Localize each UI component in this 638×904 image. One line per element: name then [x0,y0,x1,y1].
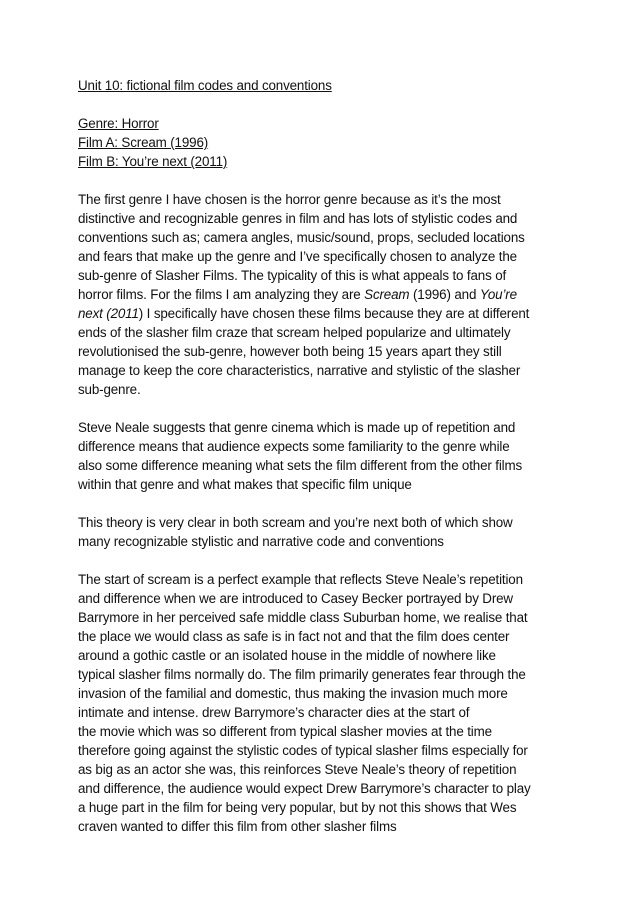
text-line [78,760,570,779]
paragraph [78,418,570,494]
text-line [78,228,570,247]
film-b-line: Film B: You’re next (2011) [78,154,228,169]
text-line [78,418,570,437]
text-line [78,437,570,456]
text-line [78,513,570,532]
text-line [78,190,570,209]
text-run: This theory is very clear in both scream and you’re next both of which show [78,515,513,530]
text-run: a huge part in the film for being very popular, but by not this shows that Wes [78,800,517,815]
body-text [78,171,570,836]
text-line [78,456,570,475]
document-page [78,76,570,836]
text-run: intimate and intense. drew Barrymore’s character dies at the start of [78,705,470,720]
text-run: within that genre and what makes that specific film unique [78,477,412,492]
text-run: therefore going against the stylistic codes of typical slasher films especially for [78,743,528,758]
text-run: conventions such as; camera angles, music/sound, props, secluded locations [78,230,525,245]
spacer [78,95,570,114]
text-line [78,665,570,684]
page-title: Unit 10: fictional film codes and conventions [78,78,332,93]
text-run: revolutionised the sub-genre, however both being 15 years apart they still [78,344,502,359]
text-run: invasion of the familial and domestic, thus making the invasion much more [78,686,508,701]
film-a-line: Film A: Scream (1996) [78,135,209,150]
text-line [78,247,570,266]
paragraph-spacer [78,171,570,190]
text-run: ) I specifically have chosen these films because they are at different [138,306,530,321]
text-run: typical slasher films normally do. The film primarily generates fear through the [78,667,526,682]
text-line [78,323,570,342]
text-line [78,361,570,380]
text-run: ends of the slasher film craze that scream helped popularize and ultimately [78,325,511,340]
text-run: distinctive and recognizable genres in film and has lots of stylistic codes and [78,211,518,226]
text-line [78,608,570,627]
text-run: and difference when we are introduced to Casey Becker portrayed by Drew [78,591,513,606]
text-line [78,817,570,836]
text-line [78,703,570,722]
text-line [78,304,570,323]
paragraph [78,190,570,399]
text-run: The start of scream is a perfect example that reflects Steve Neale’s repetition [78,572,523,587]
text-line [78,475,570,494]
text-run: many recognizable stylistic and narrative code and conventions [78,534,444,549]
text-line [78,646,570,665]
text-run: horror films. For the films I am analyzing they are [78,287,365,302]
text-line [78,285,570,304]
text-line [78,209,570,228]
text-run: and difference, the audience would expect Drew Barrymore’s character to play [78,781,531,796]
text-run: and fears that make up the genre and I’ve specifically chosen to analyze the [78,249,517,264]
text-run: craven wanted to differ this film from other slasher films [78,819,397,834]
paragraph-spacer [78,399,570,418]
paragraph-spacer [78,494,570,513]
text-line [78,779,570,798]
text-line [78,684,570,703]
text-line [78,741,570,760]
text-run: also some difference meaning what sets the film different from the other films [78,458,523,473]
text-line [78,627,570,646]
text-run: the movie which was so different from typical slasher movies at the time [78,724,492,739]
genre-line: Genre: Horror [78,116,159,131]
italic-title: next (2011 [78,306,139,321]
text-run: The first genre I have chosen is the horror genre because as it’s the most [78,192,501,207]
italic-title: You’re [479,287,517,302]
text-run: sub-genre. [78,382,141,397]
text-run: Steve Neale suggests that genre cinema which is made up of repetition and [78,420,516,435]
text-run: manage to keep the core characteristics, narrative and stylistic of the slasher [78,363,521,378]
paragraph-spacer [78,551,570,570]
text-run: sub-genre of Slasher Films. The typicality of this is what appeals to fans of [78,268,507,283]
text-line [78,798,570,817]
text-line [78,589,570,608]
text-line [78,722,570,741]
text-run: difference means that audience expects some familiarity to the genre while [78,439,510,454]
text-line [78,532,570,551]
text-line [78,570,570,589]
text-run: Barrymore in her perceived safe middle class Suburban home, we realise that [78,610,528,625]
italic-title: Scream [364,287,410,302]
text-run: as big as an actor she was, this reinforces Steve Neale’s theory of repetition [78,762,517,777]
text-run: around a gothic castle or an isolated house in the middle of nowhere like [78,648,496,663]
paragraph [78,513,570,551]
text-line [78,380,570,399]
text-run: the place we would class as safe is in fact not and that the film does center [78,629,510,644]
text-line [78,266,570,285]
text-line [78,342,570,361]
paragraph [78,570,570,836]
text-run: (1996) and [409,287,480,302]
